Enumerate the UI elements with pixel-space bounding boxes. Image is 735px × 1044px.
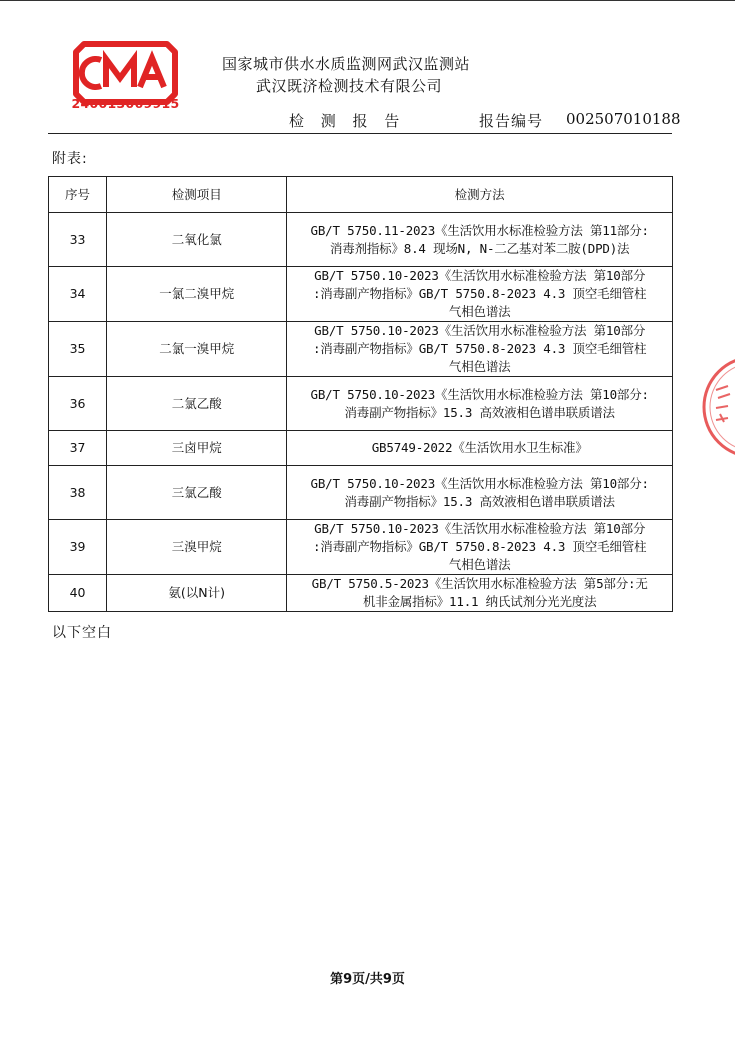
method-line: GB5749-2022《生活饮用水卫生标准》 [371, 440, 588, 455]
method-line: 消毒副产物指标》15.3 高效液相色谱串联质谱法 [344, 493, 615, 509]
table-row [49, 575, 673, 612]
org-name-line1: 国家城市供水水质监测网武汉监测站 [222, 55, 471, 73]
method-line: 气相色谱法 [448, 557, 511, 572]
header-method: 检测方法 [287, 177, 673, 213]
row-method [287, 213, 673, 267]
row-number: 38 [49, 466, 107, 520]
method-line: 气相色谱法 [448, 304, 511, 319]
table-header-row [49, 177, 673, 213]
row-number: 40 [49, 575, 107, 612]
table-row [49, 322, 673, 377]
method-line: 机非金属指标》11.1 纳氏试剂分光光度法 [362, 594, 597, 609]
org-name-line2: 武汉既济检测技术有限公司 [256, 77, 443, 95]
row-item: 二氯乙酸 [107, 377, 287, 431]
method-line: GB/T 5750.10-2023《生活饮用水标准检验方法 第10部分: [310, 386, 649, 402]
top-border [0, 0, 735, 1]
row-method [287, 575, 673, 612]
row-number: 34 [49, 267, 107, 322]
method-line: :消毒副产物指标》GB/T 5750.8-2023 4.3 顶空毛细管柱 [312, 286, 647, 301]
row-method [287, 322, 673, 377]
page-footer: 第9页/共9页 [330, 972, 405, 987]
row-method [287, 377, 673, 431]
appendix-label: 附表: [52, 151, 88, 167]
table-row [49, 267, 673, 322]
company-seal-icon [694, 352, 735, 462]
results-table [48, 176, 673, 612]
table-row [49, 466, 673, 520]
end-note: 以下空白 [52, 625, 112, 641]
method-line: GB/T 5750.10-2023《生活饮用水标准检验方法 第10部分 [314, 268, 646, 283]
row-item: 三溴甲烷 [107, 520, 287, 575]
table-row [49, 520, 673, 575]
method-line: 消毒剂指标》8.4 现场N, N-二乙基对苯二胺(DPD)法 [329, 240, 630, 256]
row-number: 33 [49, 213, 107, 267]
row-method [287, 267, 673, 322]
method-line: 气相色谱法 [448, 359, 511, 374]
row-item: 二氧化氯 [107, 213, 287, 267]
report-title: 检 测 报 告 [289, 112, 406, 130]
row-number: 35 [49, 322, 107, 377]
table-row [49, 213, 673, 267]
method-line: GB/T 5750.11-2023《生活饮用水标准检验方法 第11部分: [310, 222, 649, 238]
row-item: 一氯二溴甲烷 [107, 267, 287, 322]
table-row [49, 377, 673, 431]
method-line: GB/T 5750.10-2023《生活饮用水标准检验方法 第10部分 [314, 521, 646, 536]
method-line: GB/T 5750.10-2023《生活饮用水标准检验方法 第10部分 [314, 323, 646, 338]
method-line: :消毒副产物指标》GB/T 5750.8-2023 4.3 顶空毛细管柱 [312, 341, 647, 356]
row-method [287, 520, 673, 575]
row-number: 36 [49, 377, 107, 431]
row-number: 37 [49, 431, 107, 466]
method-line: :消毒副产物指标》GB/T 5750.8-2023 4.3 顶空毛细管柱 [312, 539, 647, 554]
row-number: 39 [49, 520, 107, 575]
method-line: GB/T 5750.10-2023《生活饮用水标准检验方法 第10部分: [310, 475, 649, 491]
row-item: 三氯乙酸 [107, 466, 287, 520]
cma-number: 240013069915 [71, 96, 180, 111]
table-body [49, 213, 673, 612]
table-row [49, 431, 673, 466]
row-item: 二氯一溴甲烷 [107, 322, 287, 377]
method-line: 消毒副产物指标》15.3 高效液相色谱串联质谱法 [344, 404, 615, 420]
row-method [287, 466, 673, 520]
report-number: 002507010188 [566, 110, 681, 128]
header-divider [48, 133, 672, 134]
header-no: 序号 [49, 177, 107, 213]
header-item: 检测项目 [107, 177, 287, 213]
row-item: 氨(以N计) [107, 575, 287, 612]
row-method [287, 431, 673, 466]
report-number-label: 报告编号 [479, 112, 544, 130]
row-item: 三卤甲烷 [107, 431, 287, 466]
method-line: GB/T 5750.5-2023《生活饮用水标准检验方法 第5部分:无 [311, 576, 648, 591]
